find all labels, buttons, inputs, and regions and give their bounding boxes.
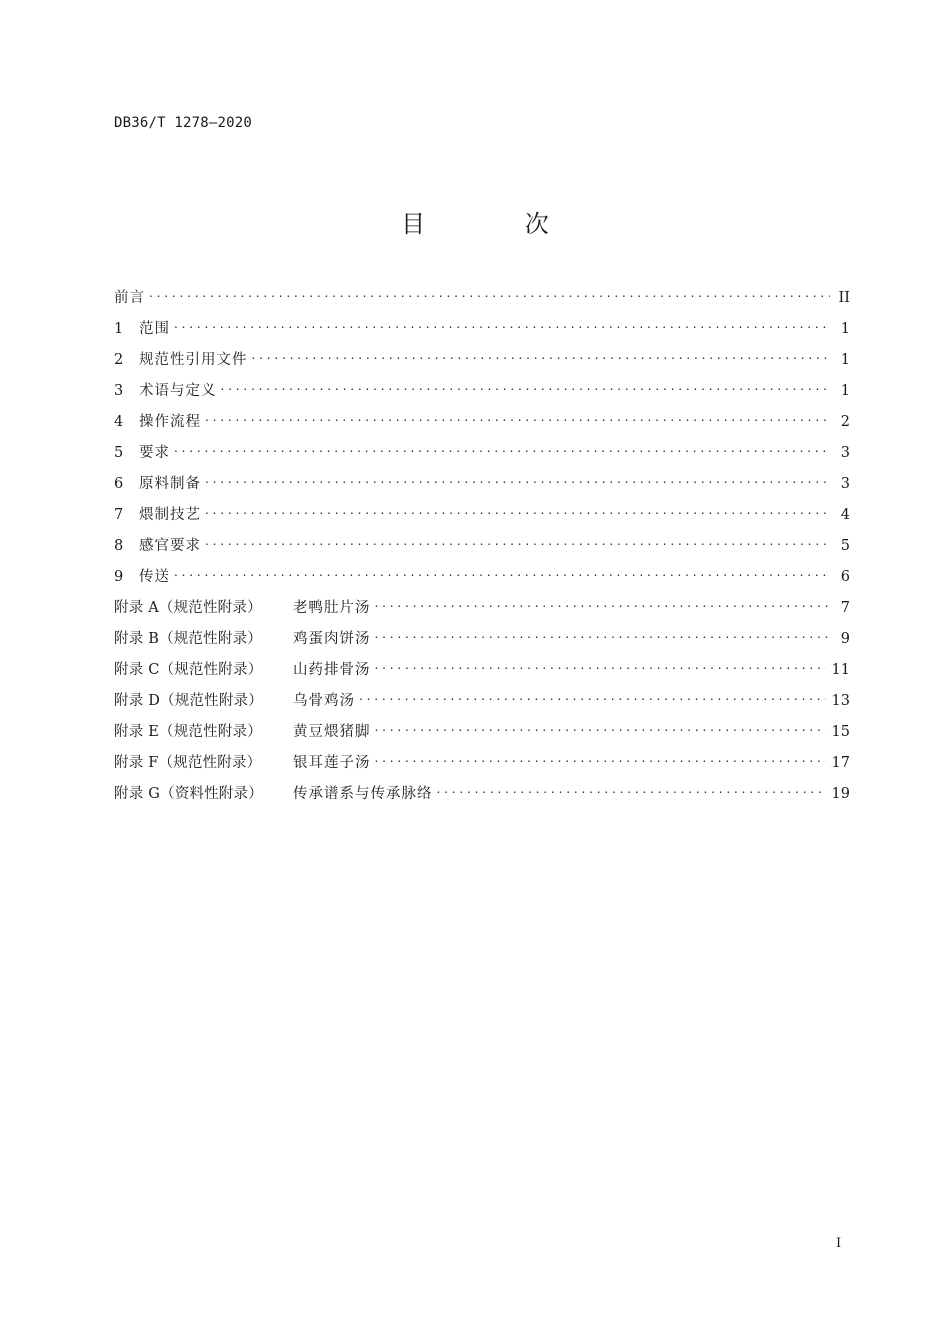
toc-entry-page: 19 [831,786,850,802]
toc-entry-label: 规范性引用文件 [139,352,248,368]
toc-appendix-tag: 附录 E（规范性附录） [114,724,262,740]
toc-entry-number: 4 [114,414,124,430]
toc-entry-number: 1 [114,321,124,337]
toc-leader-dots [221,381,831,395]
toc-entry-label: 传承谱系与传承脉络 [293,786,433,802]
toc-entry-number: 8 [114,538,124,554]
toc-leader-dots [375,660,826,674]
table-of-contents [114,285,850,812]
toc-entry-label: 山药排骨汤 [293,662,371,678]
toc-entry-material-prep[interactable] [114,471,850,502]
toc-entry-label: 鸡蛋肉饼汤 [293,631,371,647]
toc-entry-number: 9 [114,569,124,585]
toc-entry-page: 2 [840,414,850,430]
toc-entry-procedure[interactable] [114,409,850,440]
toc-entry-transmission[interactable] [114,564,850,595]
toc-entry-page: 1 [840,383,850,399]
toc-entry-page: 7 [840,600,850,616]
toc-entry-page: 1 [840,321,850,337]
toc-title: 目 次 [401,210,595,238]
toc-entry-label: 前言 [114,290,145,306]
toc-leader-dots [174,319,830,333]
toc-entry-number: 3 [114,383,124,399]
toc-leader-dots [375,753,826,767]
toc-leader-dots [375,629,831,643]
toc-entry-page: 5 [840,538,850,554]
toc-entry-stewing-technique[interactable] [114,502,850,533]
toc-entry-number: 5 [114,445,124,461]
toc-entry-requirements[interactable] [114,440,850,471]
toc-entry-appendix-c[interactable] [114,657,850,688]
toc-entry-page: 11 [831,662,850,678]
toc-leader-dots [205,412,830,426]
toc-entry-label: 乌骨鸡汤 [293,693,355,709]
toc-entry-label: 术语与定义 [139,383,217,399]
toc-entry-page: II [838,290,850,306]
toc-entry-scope[interactable] [114,316,850,347]
toc-appendix-tag: 附录 F（规范性附录） [114,755,262,771]
toc-entry-page: 15 [831,724,850,740]
toc-appendix-tag: 附录 C（规范性附录） [114,662,263,678]
toc-entry-number: 2 [114,352,124,368]
toc-leader-dots [205,505,830,519]
toc-leader-dots [252,350,831,364]
toc-entry-sensory[interactable] [114,533,850,564]
toc-entry-page: 9 [840,631,850,647]
toc-entry-terms[interactable] [114,378,850,409]
toc-entry-page: 3 [840,476,850,492]
toc-entry-label: 煨制技艺 [139,507,201,523]
toc-leader-dots [205,474,830,488]
toc-entry-label: 要求 [139,445,170,461]
toc-leader-dots [174,443,830,457]
toc-leader-dots [375,598,831,612]
toc-entry-appendix-g[interactable] [114,781,850,812]
toc-entry-appendix-b[interactable] [114,626,850,657]
toc-entry-appendix-d[interactable] [114,688,850,719]
toc-entry-label: 老鸭肚片汤 [293,600,371,616]
toc-appendix-tag: 附录 D（规范性附录） [114,693,263,709]
toc-leader-dots [174,567,830,581]
toc-entry-foreword[interactable] [114,285,850,316]
toc-entry-label: 黄豆煨猪脚 [293,724,371,740]
toc-leader-dots [437,784,826,798]
toc-entry-appendix-e[interactable] [114,719,850,750]
toc-leader-dots [359,691,826,705]
page-number: I [836,1236,842,1251]
toc-entry-page: 13 [831,693,850,709]
toc-entry-page: 6 [840,569,850,585]
toc-entry-label: 范围 [139,321,170,337]
toc-leader-dots [375,722,826,736]
toc-appendix-tag: 附录 B（规范性附录） [114,631,262,647]
toc-entry-appendix-f[interactable] [114,750,850,781]
toc-entry-number: 7 [114,507,124,523]
toc-entry-label: 操作流程 [139,414,201,430]
toc-appendix-tag: 附录 A（规范性附录） [114,600,262,616]
toc-entry-page: 3 [840,445,850,461]
toc-entry-page: 1 [840,352,850,368]
toc-leader-dots [149,288,830,302]
toc-leader-dots [205,536,830,550]
document-code: DB36/T 1278—2020 [114,115,253,131]
toc-entry-page: 4 [840,507,850,523]
toc-entry-page: 17 [831,755,850,771]
toc-entry-label: 感官要求 [139,538,201,554]
toc-entry-appendix-a[interactable] [114,595,850,626]
toc-appendix-tag: 附录 G（资料性附录） [114,786,263,802]
toc-entry-label: 原料制备 [139,476,201,492]
toc-entry-label: 传送 [139,569,170,585]
toc-entry-normative-references[interactable] [114,347,850,378]
toc-entry-number: 6 [114,476,124,492]
toc-entry-label: 银耳莲子汤 [293,755,371,771]
